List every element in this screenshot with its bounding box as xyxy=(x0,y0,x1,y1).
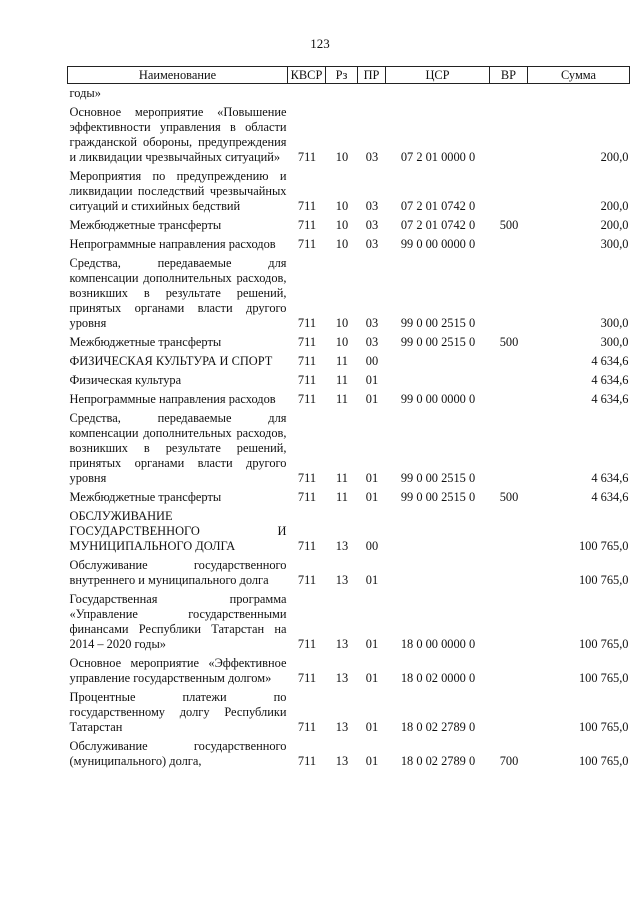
row-vr xyxy=(490,688,528,737)
row-vr xyxy=(490,409,528,488)
row-rz: 13 xyxy=(335,754,349,768)
row-kvsr: 711 xyxy=(297,335,317,349)
row-rz: 11 xyxy=(336,354,348,368)
row-rz: 13 xyxy=(335,637,349,651)
row-vr xyxy=(490,371,528,390)
table-row xyxy=(68,488,630,507)
table-row xyxy=(68,688,630,737)
row-csr xyxy=(386,352,490,371)
row-kvsr: 711 xyxy=(297,354,317,368)
row-kvsr: 711 xyxy=(297,539,317,553)
row-pr: 01 xyxy=(365,490,379,504)
row-rz: 13 xyxy=(335,671,349,685)
row-name: Межбюджетные трансферты xyxy=(69,490,222,504)
row-csr xyxy=(386,507,490,556)
row-kvsr: 711 xyxy=(297,199,317,213)
row-csr xyxy=(386,556,490,590)
row-vr xyxy=(490,507,528,556)
row-name: Средства, передаваемые для компенсации дополнительных расходов, возникших в результате решений, принятых органами власти другого уровня xyxy=(69,411,287,485)
row-pr: 01 xyxy=(365,671,379,685)
row-rz: 11 xyxy=(336,373,348,387)
table-row xyxy=(68,167,630,216)
row-name: Межбюджетные трансферты xyxy=(69,218,222,232)
row-vr: 500 xyxy=(499,218,519,232)
row-pr: 03 xyxy=(365,335,379,349)
row-csr: 99 0 00 2515 0 xyxy=(400,471,476,485)
row-rz: 13 xyxy=(335,573,349,587)
row-sum: 100 765,0 xyxy=(578,573,629,587)
row-csr: 07 2 01 0742 0 xyxy=(400,218,476,232)
row-vr xyxy=(490,103,528,167)
row-name: Обслуживание государственного внутреннего и муниципального долга xyxy=(69,558,287,587)
header-kvsr: КВСР xyxy=(288,67,326,84)
row-sum: 100 765,0 xyxy=(578,539,629,553)
page-number: 123 xyxy=(310,36,330,51)
row-vr xyxy=(490,167,528,216)
row-name: годы» xyxy=(69,86,101,100)
row-vr xyxy=(490,84,528,104)
row-kvsr: 711 xyxy=(297,150,317,164)
row-rz: 13 xyxy=(335,720,349,734)
row-kvsr: 711 xyxy=(297,490,317,504)
row-name: Непрограммные направления расходов xyxy=(69,237,276,251)
table-row xyxy=(68,216,630,235)
table-row xyxy=(68,390,630,409)
table-row xyxy=(68,590,630,654)
row-vr: 500 xyxy=(499,490,519,504)
row-name: ФИЗИЧЕСКАЯ КУЛЬТУРА И СПОРТ xyxy=(69,354,273,368)
row-sum: 300,0 xyxy=(600,237,629,251)
table-row xyxy=(68,333,630,352)
row-pr: 03 xyxy=(365,199,379,213)
row-csr: 18 0 00 0000 0 xyxy=(400,637,476,651)
row-sum: 4 634,6 xyxy=(591,354,629,368)
row-csr: 07 2 01 0000 0 xyxy=(400,150,476,164)
row-pr: 03 xyxy=(365,150,379,164)
row-name: Мероприятия по предупреждению и ликвидации последствий чрезвычайных ситуаций и стихийных бедствий xyxy=(69,169,287,213)
row-name: ОБСЛУЖИВАНИЕ ГОСУДАРСТВЕННОГО И МУНИЦИПАЛЬНОГО ДОЛГА xyxy=(69,509,287,553)
table-header-row xyxy=(68,67,630,84)
row-kvsr: 711 xyxy=(297,218,317,232)
row-sum: 4 634,6 xyxy=(591,471,629,485)
row-pr: 03 xyxy=(365,218,379,232)
row-sum: 100 765,0 xyxy=(578,720,629,734)
row-rz: 10 xyxy=(335,218,349,232)
row-rz: 10 xyxy=(335,150,349,164)
row-kvsr: 711 xyxy=(297,720,317,734)
row-csr: 99 0 00 2515 0 xyxy=(400,490,476,504)
row-sum: 100 765,0 xyxy=(578,637,629,651)
row-name: Физическая культура xyxy=(69,373,182,387)
row-rz: 10 xyxy=(335,199,349,213)
row-sum: 100 765,0 xyxy=(578,671,629,685)
row-vr xyxy=(490,590,528,654)
header-pr: ПР xyxy=(358,67,386,84)
row-kvsr xyxy=(288,84,326,104)
row-kvsr: 711 xyxy=(297,373,317,387)
header-sum: Сумма xyxy=(528,67,630,84)
row-name: Процентные платежи по государственному долгу Республики Татарстан xyxy=(69,690,287,734)
row-pr: 00 xyxy=(365,539,379,553)
row-vr xyxy=(490,352,528,371)
row-name: Непрограммные направления расходов xyxy=(69,392,276,406)
table-row xyxy=(68,556,630,590)
table-row xyxy=(68,103,630,167)
row-csr: 07 2 01 0742 0 xyxy=(400,199,476,213)
row-sum: 200,0 xyxy=(600,199,629,213)
row-name: Основное мероприятие «Повышение эффективности управления в области гражданской обороны, предупреждения и ликвидации чрезвычайных ситуаций» xyxy=(69,105,287,164)
row-vr xyxy=(490,556,528,590)
budget-table xyxy=(67,66,630,771)
row-csr: 99 0 00 0000 0 xyxy=(400,392,476,406)
row-rz xyxy=(326,84,358,104)
row-csr: 99 0 00 2515 0 xyxy=(400,335,476,349)
row-sum: 200,0 xyxy=(600,218,629,232)
row-sum: 300,0 xyxy=(600,335,629,349)
row-rz: 11 xyxy=(336,471,348,485)
row-pr: 01 xyxy=(365,392,379,406)
row-csr: 18 0 02 0000 0 xyxy=(400,671,476,685)
table-row xyxy=(68,507,630,556)
row-pr xyxy=(358,84,386,104)
row-csr: 99 0 00 0000 0 xyxy=(400,237,476,251)
table-row xyxy=(68,371,630,390)
row-pr: 01 xyxy=(365,573,379,587)
row-vr: 500 xyxy=(499,335,519,349)
row-vr xyxy=(490,235,528,254)
row-sum: 4 634,6 xyxy=(591,373,629,387)
row-kvsr: 711 xyxy=(297,392,317,406)
row-vr xyxy=(490,390,528,409)
row-name: Межбюджетные трансферты xyxy=(69,335,222,349)
row-sum: 200,0 xyxy=(600,150,629,164)
row-pr: 03 xyxy=(365,237,379,251)
row-kvsr: 711 xyxy=(297,754,317,768)
row-sum: 100 765,0 xyxy=(578,754,629,768)
row-rz: 10 xyxy=(335,335,349,349)
row-kvsr: 711 xyxy=(297,637,317,651)
table-row xyxy=(68,654,630,688)
row-sum: 4 634,6 xyxy=(591,490,629,504)
header-name: Наименование xyxy=(68,67,288,84)
row-csr: 18 0 02 2789 0 xyxy=(400,754,476,768)
row-name: Государственная программа «Управление государственными финансами Республики Татарстан на 2014 – 2020 годы» xyxy=(69,592,287,651)
row-rz: 11 xyxy=(336,490,348,504)
row-vr xyxy=(490,654,528,688)
row-pr: 00 xyxy=(365,354,379,368)
table-row xyxy=(68,409,630,488)
row-pr: 01 xyxy=(365,720,379,734)
row-csr: 18 0 02 2789 0 xyxy=(400,720,476,734)
header-vr: ВР xyxy=(490,67,528,84)
row-name: Средства, передаваемые для компенсации дополнительных расходов, возникших в результате решений, принятых органами власти другого уровня xyxy=(69,256,287,330)
table-row xyxy=(68,84,630,104)
row-sum xyxy=(528,84,630,104)
table-row xyxy=(68,235,630,254)
row-sum: 300,0 xyxy=(600,316,629,330)
row-kvsr: 711 xyxy=(297,573,317,587)
row-kvsr: 711 xyxy=(297,471,317,485)
row-name: Обслуживание государственного (муниципального) долга, xyxy=(69,739,287,768)
table-row xyxy=(68,737,630,771)
row-vr: 700 xyxy=(499,754,519,768)
row-kvsr: 711 xyxy=(297,237,317,251)
row-rz: 11 xyxy=(336,392,348,406)
row-pr: 03 xyxy=(365,316,379,330)
row-name: Основное мероприятие «Эффективное управление государственным долгом» xyxy=(69,656,287,685)
row-vr xyxy=(490,254,528,333)
header-rz: Рз xyxy=(326,67,358,84)
row-rz: 10 xyxy=(335,237,349,251)
row-rz: 10 xyxy=(335,316,349,330)
row-pr: 01 xyxy=(365,373,379,387)
row-pr: 01 xyxy=(365,754,379,768)
row-csr xyxy=(386,371,490,390)
row-pr: 01 xyxy=(365,471,379,485)
row-kvsr: 711 xyxy=(297,316,317,330)
row-kvsr: 711 xyxy=(297,671,317,685)
row-rz: 13 xyxy=(335,539,349,553)
row-pr: 01 xyxy=(365,637,379,651)
row-sum: 4 634,6 xyxy=(591,392,629,406)
row-csr: 99 0 00 2515 0 xyxy=(400,316,476,330)
table-row xyxy=(68,352,630,371)
row-csr xyxy=(386,84,490,104)
table-row xyxy=(68,254,630,333)
header-csr: ЦСР xyxy=(386,67,490,84)
